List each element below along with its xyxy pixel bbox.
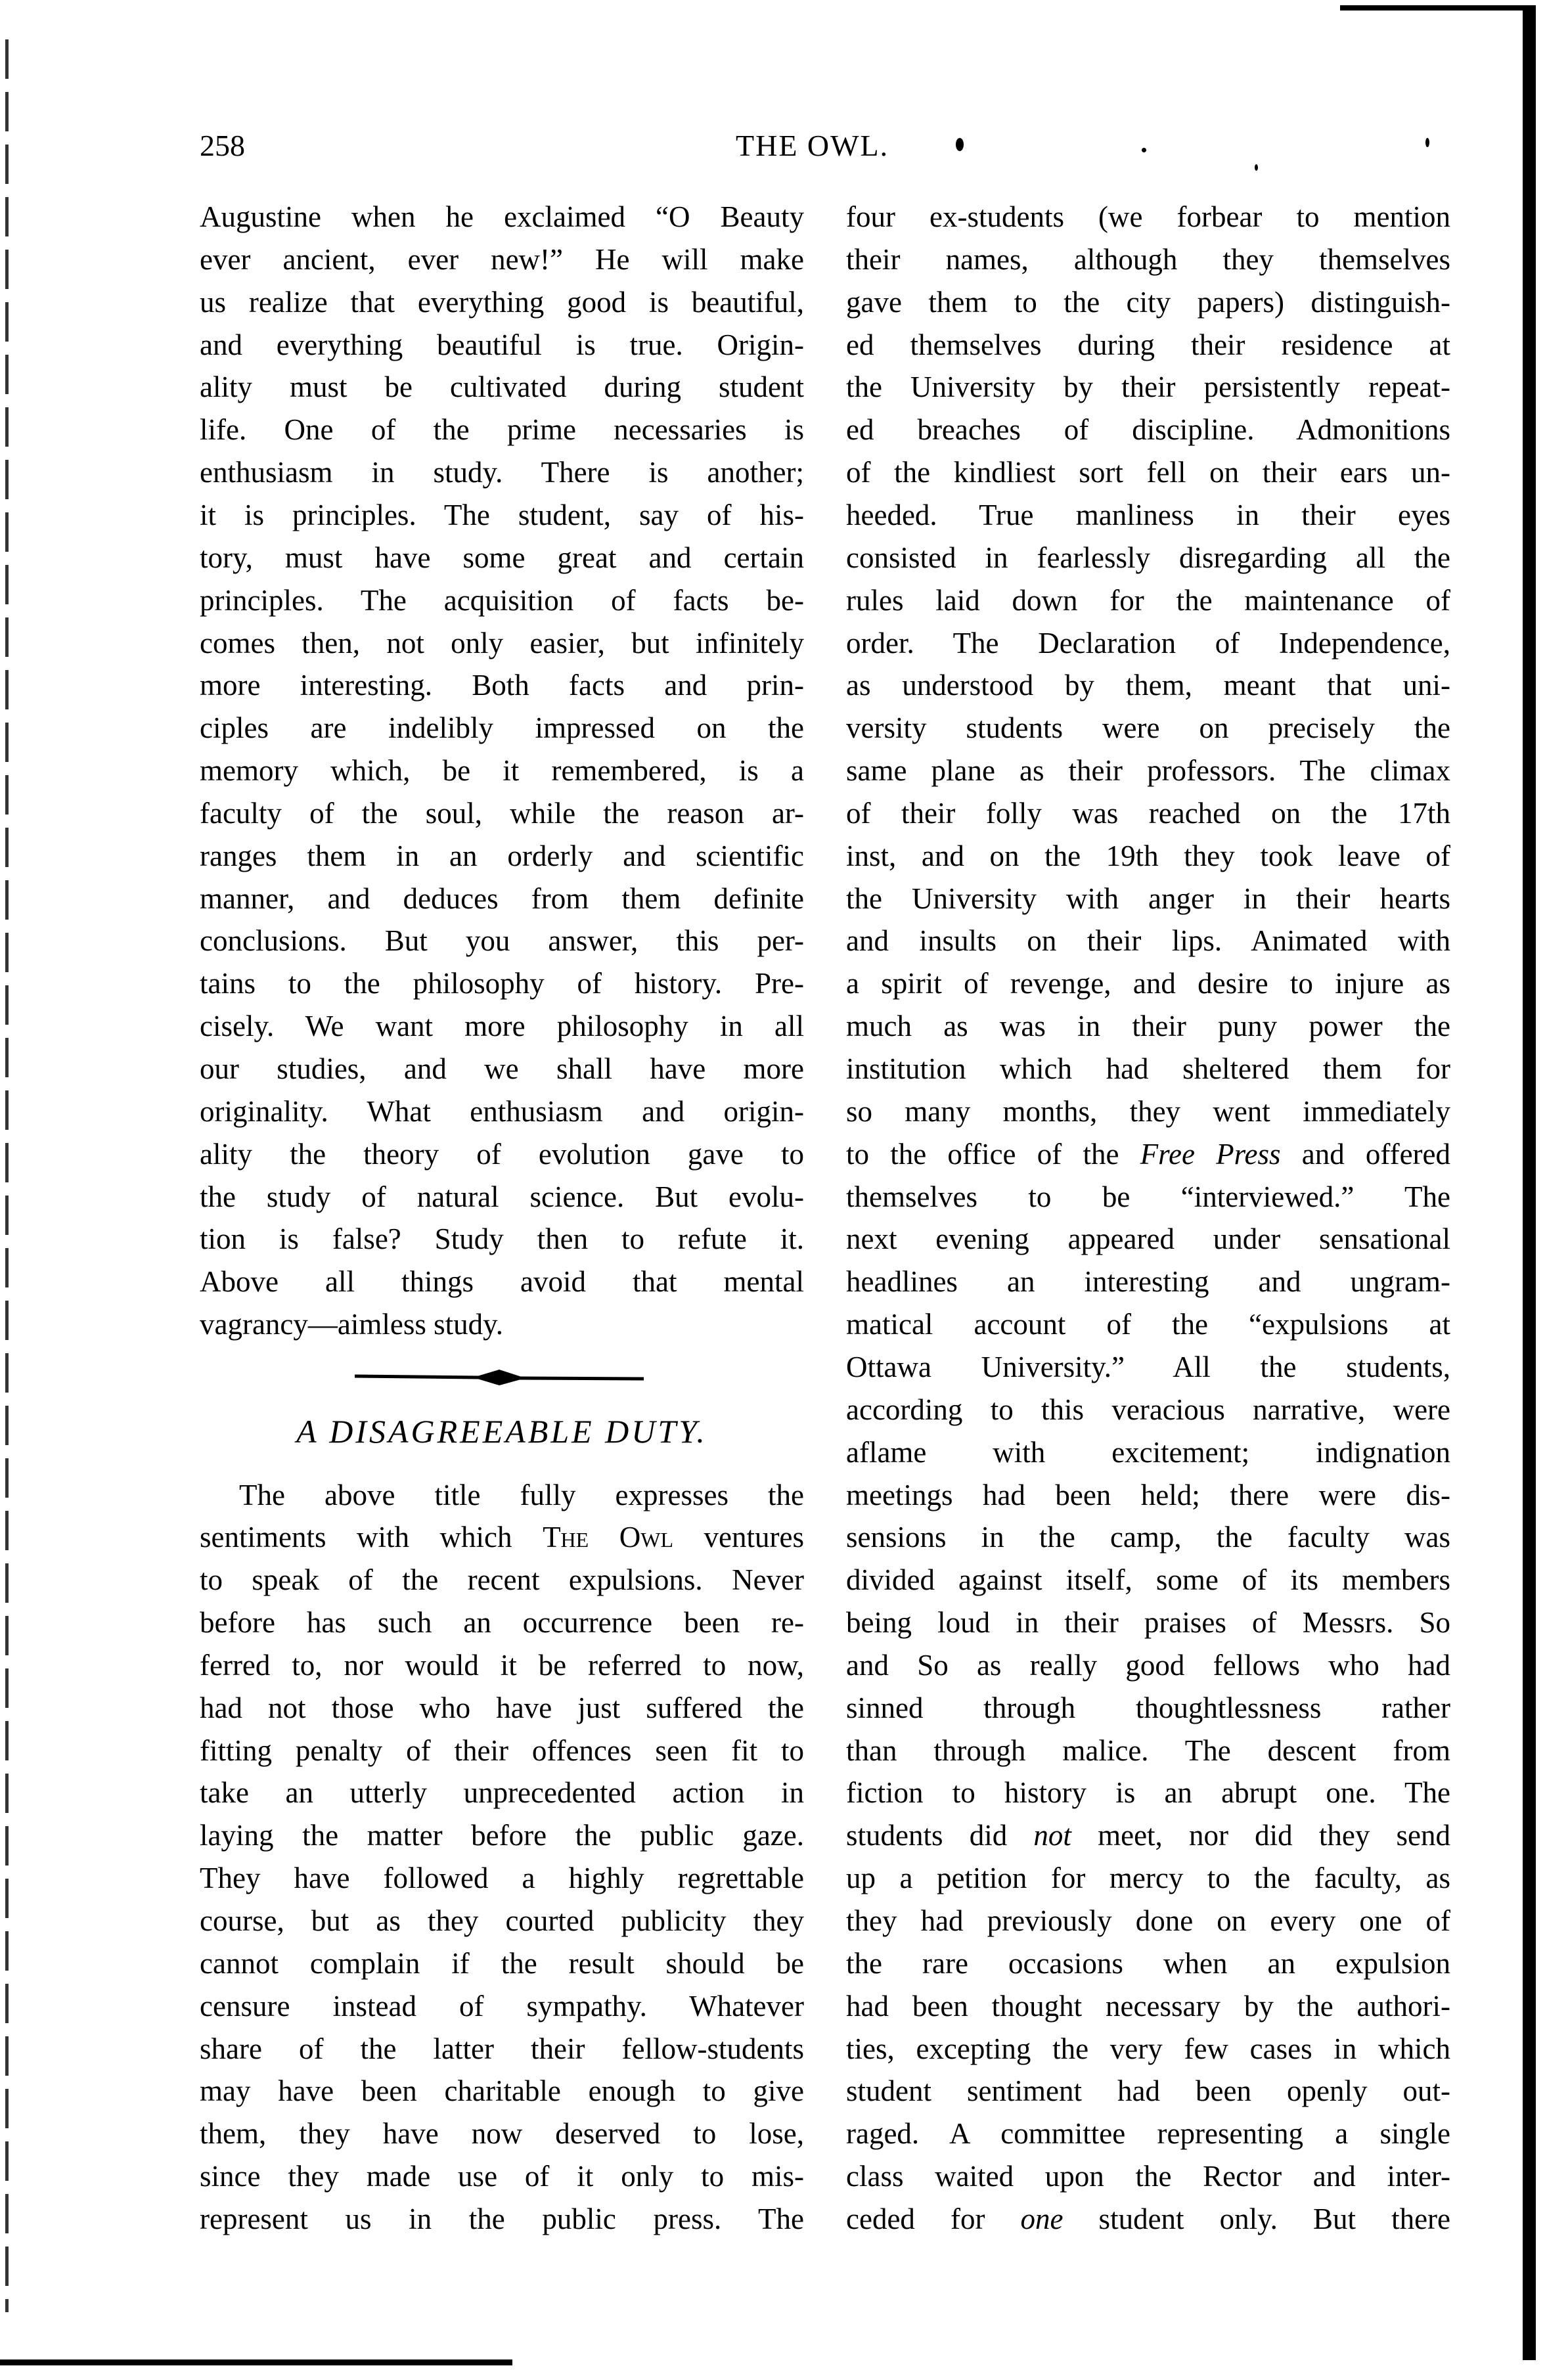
text-segment: ceded for	[846, 2202, 1021, 2235]
text-line	[200, 1090, 804, 1133]
text-line	[200, 1687, 804, 1730]
text-segment: had not those who have just suffered the	[200, 1691, 804, 1724]
text-segment: matical account of the “expulsions at	[846, 1308, 1450, 1341]
text-line	[846, 835, 1450, 878]
text-line	[846, 1601, 1450, 1644]
text-line	[200, 1516, 804, 1559]
text-segment: aflame with excitement; indignation	[846, 1435, 1450, 1469]
text-segment: since they made use of it only to mis-	[200, 2160, 804, 2193]
text-segment: conclusions. But you answer, this per-	[200, 924, 804, 958]
text-line	[200, 749, 804, 792]
text-segment: order. The Declaration of Independence,	[846, 626, 1450, 660]
text-line	[846, 878, 1450, 920]
text-segment: and So as really good fellows who had	[846, 1648, 1450, 1682]
text-segment: heeded. True manliness in their eyes	[846, 498, 1450, 531]
text-line	[846, 238, 1450, 281]
text-line	[200, 962, 804, 1005]
text-line	[200, 1133, 804, 1176]
text-line	[200, 1814, 804, 1857]
text-segment: raged. A committee representing a single	[846, 2117, 1450, 2151]
text-line	[200, 366, 804, 409]
text-line	[846, 409, 1450, 451]
text-line	[846, 622, 1450, 665]
text-line	[846, 451, 1450, 494]
text-segment: enthusiasm in study. There is another;	[200, 456, 804, 489]
text-line	[200, 1048, 804, 1090]
text-line	[200, 2070, 804, 2113]
text-line	[200, 2113, 804, 2155]
text-segment: had been thought necessary by the authori-	[846, 1989, 1450, 2023]
text-segment: sinned through thoughtlessness rather	[846, 1691, 1450, 1724]
right-column	[846, 0, 1450, 2370]
text-segment: up a petition for mercy to the faculty, as	[846, 1862, 1450, 1895]
text-segment: principles. The acquisition of facts be-	[200, 583, 804, 617]
text-segment: a spirit of revenge, and desire to injure as	[846, 967, 1450, 1000]
text-line	[200, 1772, 804, 1814]
text-line	[846, 537, 1450, 579]
text-segment: ever ancient, ever new!” He will make	[200, 242, 804, 276]
text-line	[200, 1474, 804, 1517]
text-segment: sensions in the camp, the faculty was	[846, 1521, 1450, 1554]
text-segment: faculty of the soul, while the reason ar-	[200, 796, 804, 830]
text-line	[200, 835, 804, 878]
text-line	[846, 920, 1450, 962]
text-line	[846, 1176, 1450, 1219]
text-line	[200, 1559, 804, 1601]
article-heading: A DISAGREEABLE DUTY.	[296, 1413, 707, 1450]
text-line	[200, 1218, 804, 1261]
text-segment: them, they have now deserved to lose,	[200, 2117, 804, 2151]
text-segment: headlines an interesting and ungram-	[846, 1265, 1450, 1299]
text-line	[200, 196, 804, 238]
text-line	[846, 494, 1450, 537]
text-line	[846, 281, 1450, 324]
text-segment: originality. What enthusiasm and origin-	[200, 1094, 804, 1128]
text-line	[846, 1730, 1450, 1772]
small-caps-text: The Owl	[543, 1521, 673, 1554]
text-line	[200, 2155, 804, 2198]
text-line	[200, 2198, 804, 2241]
text-segment: the study of natural science. But evolu-	[200, 1180, 804, 1213]
text-line	[846, 1985, 1450, 2028]
text-segment: censure instead of sympathy. Whatever	[200, 1989, 804, 2023]
text-line	[846, 196, 1450, 238]
italic-text: Free Press	[1140, 1137, 1281, 1171]
scan-border-left	[5, 39, 9, 2312]
text-segment: the University with anger in their hearts	[846, 882, 1450, 915]
text-segment: themselves to be “interviewed.” The	[846, 1180, 1450, 1213]
text-line	[200, 1900, 804, 1942]
text-line	[846, 1133, 1450, 1176]
text-line	[200, 920, 804, 962]
text-line	[846, 1559, 1450, 1601]
text-line	[846, 962, 1450, 1005]
text-line	[200, 451, 804, 494]
text-segment: ality must be cultivated during student	[200, 370, 804, 404]
italic-text: one	[1020, 2202, 1064, 2235]
text-line	[846, 1772, 1450, 1814]
text-segment: may have been charitable enough to give	[200, 2074, 804, 2108]
text-line	[846, 1857, 1450, 1900]
text-line	[200, 1985, 804, 2028]
text-line	[846, 749, 1450, 792]
text-segment: institution which had sheltered them for	[846, 1052, 1450, 1085]
text-line	[846, 1814, 1450, 1857]
text-line	[846, 1516, 1450, 1559]
text-segment: Above all things avoid that mental	[200, 1265, 804, 1299]
text-line	[200, 1261, 804, 1303]
text-line	[200, 1730, 804, 1772]
text-line	[200, 579, 804, 622]
text-segment: the rare occasions when an expulsion	[846, 1946, 1450, 1980]
text-line	[200, 622, 804, 665]
text-segment: Ottawa University.” All the students,	[846, 1350, 1450, 1383]
text-segment: ality the theory of evolution gave to	[200, 1137, 804, 1171]
text-segment: and offered	[1280, 1137, 1451, 1171]
text-segment: much as was in their puny power the	[846, 1010, 1450, 1043]
text-segment: us realize that everything good is beautiful,	[200, 285, 804, 319]
text-segment: cisely. We want more philosophy in all	[200, 1010, 804, 1043]
text-segment: it is principles. The student, say of his-	[200, 498, 804, 531]
italic-text: not	[1033, 1819, 1071, 1852]
text-segment: ed themselves during their residence at	[846, 328, 1450, 361]
text-segment: students did	[846, 1819, 1034, 1852]
text-segment: inst, and on the 19th they took leave of	[846, 839, 1450, 872]
text-line	[846, 1218, 1450, 1261]
text-segment: sentiments with which	[200, 1521, 543, 1554]
text-segment: fitting penalty of their offences seen fit to	[200, 1733, 804, 1767]
page-number: 258	[200, 129, 245, 162]
text-line	[846, 1346, 1450, 1389]
text-segment: fiction to history is an abrupt one. The	[846, 1776, 1450, 1810]
text-line	[846, 1048, 1450, 1090]
text-segment: comes then, not only easier, but infinitely	[200, 626, 804, 660]
text-segment: and everything beautiful is true. Origin-	[200, 328, 804, 361]
text-line	[200, 792, 804, 835]
text-segment: ed breaches of discipline. Admonitions	[846, 413, 1450, 447]
text-segment: next evening appeared under sensational	[846, 1222, 1450, 1256]
text-segment: rules laid down for the maintenance of	[846, 583, 1450, 617]
text-segment: laying the matter before the public gaze.	[200, 1819, 804, 1852]
text-segment: They have followed a highly regrettable	[200, 1862, 804, 1895]
text-segment: according to this veracious narrative, were	[846, 1393, 1450, 1426]
text-line	[846, 1644, 1450, 1687]
text-segment: being loud in their praises of Messrs. So	[846, 1606, 1450, 1640]
text-line	[200, 409, 804, 451]
text-line	[846, 2113, 1450, 2155]
text-line	[846, 664, 1450, 707]
text-line	[846, 2028, 1450, 2070]
text-segment: manner, and deduces from them definite	[200, 882, 804, 915]
text-line	[846, 1474, 1450, 1517]
text-segment: represent us in the public press. The	[200, 2202, 804, 2235]
text-segment: to speak of the recent expulsions. Never	[200, 1563, 804, 1597]
scan-border-right	[1523, 5, 1536, 2360]
text-segment: our studies, and we shall have more	[200, 1052, 804, 1085]
text-segment: Augustine when he exclaimed “O Beauty	[200, 200, 804, 233]
text-segment: The above title fully expresses the	[239, 1478, 804, 1511]
text-segment: divided against itself, some of its members	[846, 1563, 1450, 1597]
text-line	[846, 1261, 1450, 1303]
text-line	[846, 366, 1450, 409]
text-segment: cannot complain if the result should be	[200, 1946, 804, 1980]
text-segment: more interesting. Both facts and prin-	[200, 669, 804, 702]
text-line	[846, 1687, 1450, 1730]
text-segment: course, but as they courted publicity they	[200, 1904, 804, 1937]
text-line	[846, 2198, 1450, 2241]
text-segment: the University by their persistently repeat-	[846, 370, 1450, 404]
text-segment: memory which, be it remembered, is a	[200, 754, 804, 788]
text-line	[846, 1090, 1450, 1133]
text-segment: than through malice. The descent from	[846, 1733, 1450, 1767]
text-line	[200, 1601, 804, 1644]
text-segment: and insults on their lips. Animated with	[846, 924, 1450, 958]
text-segment: as understood by them, meant that uni-	[846, 669, 1450, 702]
text-line	[846, 2070, 1450, 2113]
text-line	[200, 1942, 804, 1985]
text-line	[846, 792, 1450, 835]
text-segment: of the kindliest sort fell on their ears un-	[846, 456, 1450, 489]
text-line	[200, 1005, 804, 1048]
text-line	[200, 1303, 804, 1346]
text-line	[200, 537, 804, 579]
text-segment: share of the latter their fellow-students	[200, 2032, 804, 2065]
text-segment: take an utterly unprecedented action in	[200, 1776, 804, 1810]
text-segment: ranges them in an orderly and scientific	[200, 839, 804, 872]
text-segment: before has such an occurrence been re-	[200, 1606, 804, 1640]
text-line	[200, 707, 804, 749]
text-segment: student sentiment had been openly out-	[846, 2074, 1450, 2108]
text-segment: ventures	[673, 1521, 804, 1554]
text-segment: ciples are indelibly impressed on the	[200, 711, 804, 745]
text-segment: life. One of the prime necessaries is	[200, 413, 804, 447]
text-line	[200, 1176, 804, 1219]
text-segment: vagrancy—aimless study.	[200, 1308, 503, 1341]
text-segment: tion is false? Study then to refute it.	[200, 1222, 804, 1256]
left-column	[200, 0, 804, 2370]
text-line	[846, 707, 1450, 749]
text-segment: tory, must have some great and certain	[200, 541, 804, 574]
text-line	[200, 2028, 804, 2070]
text-segment: versity students were on precisely the	[846, 711, 1450, 745]
text-line	[200, 238, 804, 281]
text-segment: class waited upon the Rector and inter-	[846, 2160, 1450, 2193]
text-line	[200, 1644, 804, 1687]
text-line	[846, 324, 1450, 367]
text-segment: ferred to, nor would it be referred to now,	[200, 1648, 804, 1682]
section-divider-ornament	[355, 1368, 644, 1387]
text-line	[846, 1005, 1450, 1048]
text-line	[846, 1389, 1450, 1431]
text-line	[846, 2155, 1450, 2198]
text-segment: their names, although they themselves	[846, 242, 1450, 276]
text-segment: tains to the philosophy of history. Pre-	[200, 967, 804, 1000]
text-line	[846, 1431, 1450, 1474]
text-segment: ties, excepting the very few cases in which	[846, 2032, 1450, 2065]
text-segment: so many months, they went immediately	[846, 1094, 1450, 1128]
text-segment: meet, nor did they send	[1071, 1819, 1450, 1852]
text-line	[846, 1942, 1450, 1985]
text-line	[200, 494, 804, 537]
text-line	[200, 664, 804, 707]
text-segment: they had previously done on every one of	[846, 1904, 1450, 1937]
text-segment: meetings had been held; there were dis-	[846, 1478, 1450, 1511]
text-segment: four ex-students (we forbear to mention	[846, 200, 1450, 233]
text-segment: student only. But there	[1063, 2202, 1451, 2235]
text-line	[200, 281, 804, 324]
journal-title: THE OWL.	[736, 129, 889, 162]
text-line	[846, 579, 1450, 622]
text-line	[846, 1303, 1450, 1346]
text-segment: consisted in fearlessly disregarding all the	[846, 541, 1450, 574]
text-line	[846, 1900, 1450, 1942]
text-segment: of their folly was reached on the 17th	[846, 796, 1450, 830]
text-line	[200, 324, 804, 367]
text-line	[200, 878, 804, 920]
text-segment: same plane as their professors. The climax	[846, 754, 1450, 788]
text-segment: to the office of the	[846, 1137, 1140, 1171]
text-segment: gave them to the city papers) distinguish-	[846, 285, 1450, 319]
text-line	[200, 1857, 804, 1900]
